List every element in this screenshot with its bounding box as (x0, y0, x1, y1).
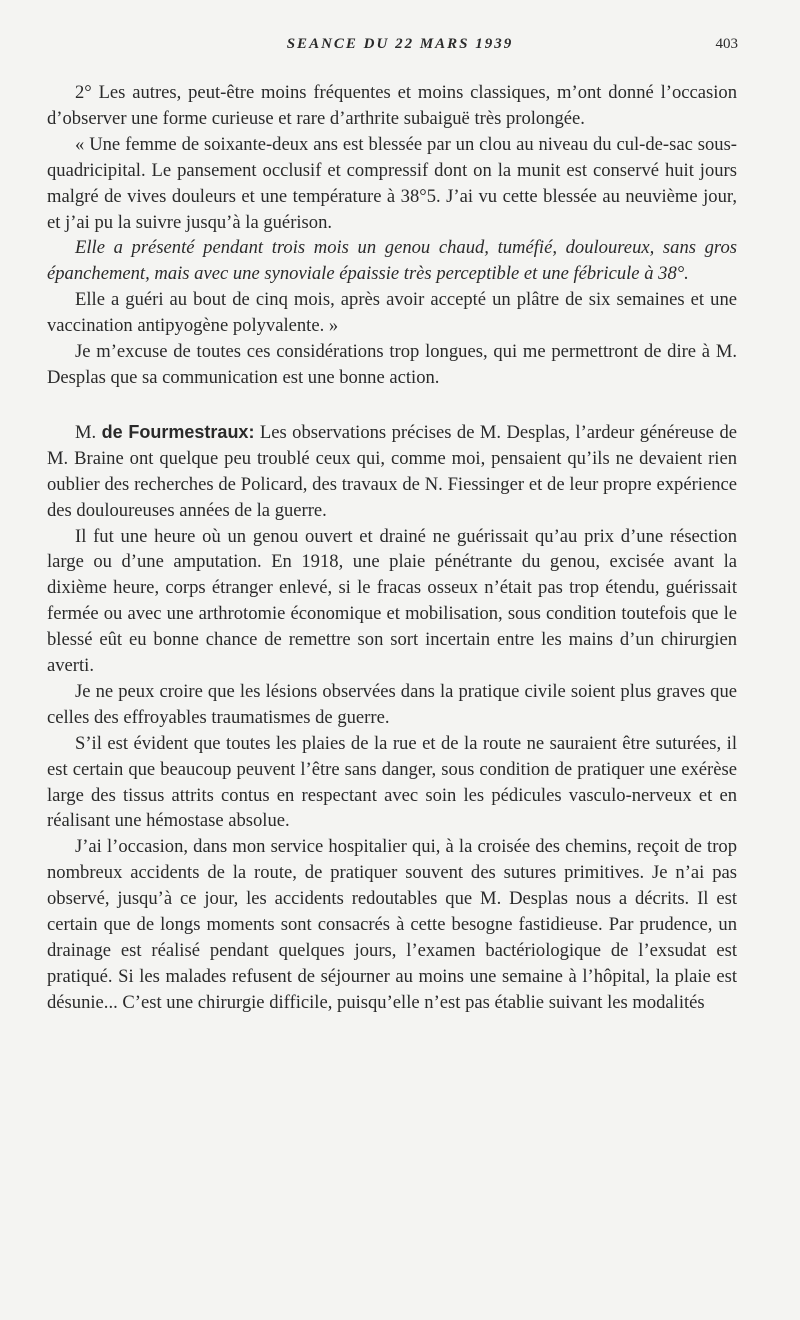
speaker-name: de Fourmestraux: (101, 421, 255, 442)
paragraph: J’ai l’occasion, dans mon service hospitalier qui, à la croisée des chemins, reçoit de trop nombreux accidents de la route, de pratiquer souvent des sutures primitives. Je n’ai pas observé, jusqu’à ce jour, les accidents redoutables que M. Desplas nous a décrits. Il est certain que de longs moments sont consacrés à cette besogne fastidieuse. Par prudence, un drainage est réalisé pendant quelques jours, l’examen bactériologique de l’exsudat est pratiqué. Si les malades refusent de séjourner au moins une semaine à l’hôpital, la plaie est désunie... C’est une chirurgie difficile, puisqu’elle n’est pas établie suivant les modalités (47, 836, 737, 1013)
paragraph: Elle a guéri au bout de cinq mois, après avoir accepté un plâtre de six semaines et une vaccination antipyogène polyvalente. » (47, 289, 737, 337)
paragraph: Il fut une heure où un genou ouvert et drainé ne guérissait qu’au prix d’une résection large ou d’une amputation. En 1918, une plaie pénétrante du genou, excisée avant la dixième heure, corps étranger enlevé, si le fracas osseux n’était pas trop étendu, guérissait fermée ou avec une arthrotomie économique et mobilisation, sous condition toutefois que le blessé eût eu bonne chance de remettre son sort incertain entre les mains d’un chirurgien averti. (47, 525, 737, 677)
paragraph: 2° Les autres, peut-être moins fréquentes et moins classiques, m’ont donné l’occasion d’observer une forme curieuse et rare d’arthrite subaiguë très prolongée. (47, 82, 737, 129)
speaker-text: Les observations précises de M. Desplas, l’ardeur généreuse de M. Braine ont quelque peu troublé ceux qui, comme moi, pensaient qu’ils ne devaient rien oublier des recherches de Policard, des travaux de N. Fiessinger et de leur propre expérience des douloureuses années de la guerre. (47, 421, 738, 521)
paragraph-italic: Elle a présenté pendant trois mois un genou chaud, tuméfié, douloureux, sans gros épanchement, mais avec une synoviale épaissie très perceptible et une fébricule à 38°. (47, 237, 737, 285)
speaker-paragraph (47, 420, 737, 524)
paragraph: Je m’excuse de toutes ces considérations trop longues, qui me permettront de dire à M. Desplas que sa communication est une bonne action. (47, 341, 737, 388)
body-text (47, 80, 737, 1016)
paragraph: « Une femme de soixante-deux ans est blessée par un clou au niveau du cul-de-sac sous-quadricipital. Le pansement occlusif et compressif dont on la munit est conservé huit jours malgré de vives douleurs et une température à 38°5. J’ai vu cette blessée au neuvième jour, et j’ai pu la suivre jusqu’à la guérison. (47, 133, 737, 233)
page-header (0, 36, 800, 60)
running-title: SEANCE DU 22 MARS 1939 (286, 36, 514, 52)
page-number: 403 (715, 36, 738, 52)
paragraph: Je ne peux croire que les lésions observées dans la pratique civile soient plus graves que celles des effroyables traumatismes de guerre. (47, 680, 737, 728)
paragraph: S’il est évident que toutes les plaies de la rue et de la route ne sauraient être suturées, il est certain que beaucoup peuvent l’être sans danger, sous condition de pratiquer une exérèse large des tissus attrits contus en respectant avec soin les pédicules vasculo-nerveux et en réalisant une hémostase absolue. (47, 732, 737, 832)
speaker-prefix: M. (75, 421, 97, 443)
